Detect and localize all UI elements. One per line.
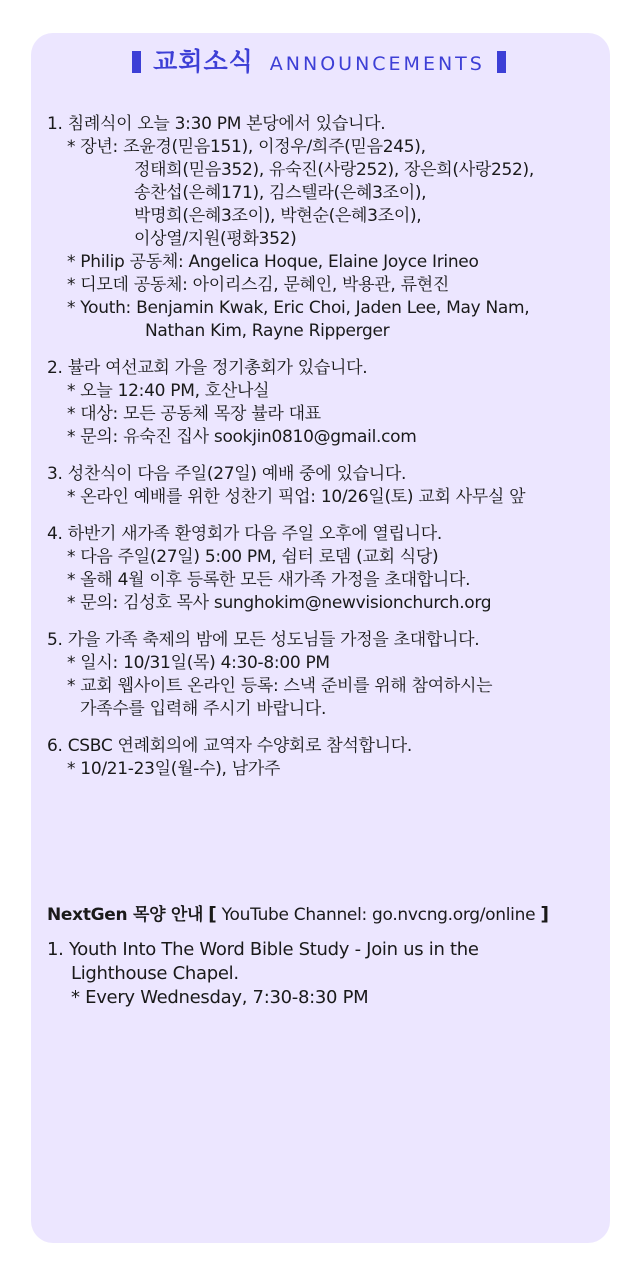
announcement-detail: 정태희(믿음352), 유숙진(사랑252), 장은희(사랑252), [134,160,534,180]
bracket-open: [ [208,903,217,925]
announcement-detail: 박명희(은혜3조이), 박현순(은혜3조이), [134,206,422,226]
announcement-detail: 송찬섭(은혜171), 김스텔라(은혜3조이), [134,183,427,203]
announcement-item-5 [47,629,607,721]
header-title-kr: 교회소식 [153,47,254,76]
announcement-heading: 3. 성찬식이 다음 주일(27일) 예배 중에 있습니다. [47,464,407,484]
announcement-detail: * 교회 웹사이트 온라인 등록: 스낵 준비를 위해 참여하시는 [67,676,493,696]
announcement-detail: 가족수를 입력해 주시기 바랍니다. [80,699,327,719]
header-title-en: ANNOUNCEMENTS [269,53,485,75]
youtube-channel-link[interactable]: YouTube Channel: go.nvcng.org/online [221,905,536,925]
announcement-heading: 4. 하반기 새가족 환영회가 다음 주일 오후에 열립니다. [47,524,443,544]
announcement-detail: 이상열/지원(평화352) [134,229,297,249]
announcement-detail: * 온라인 예배를 위한 성찬기 픽업: 10/26일(토) 교회 사무실 앞 [67,487,526,507]
header-bar-right [497,51,506,73]
nextgen-list [47,938,607,1010]
announcement-detail: * 오늘 12:40 PM, 호산나실 [67,381,270,401]
announcement-detail: * 올해 4월 이후 등록한 모든 새가족 가정을 초대합니다. [67,570,471,590]
announcement-heading: 2. 뷸라 여선교회 가을 정기총회가 있습니다. [47,358,368,378]
announcement-detail: * 문의: 유숙진 집사 sookjin0810@gmail.com [67,427,417,447]
announcement-list [47,113,607,795]
announcement-detail: * 10/21-23일(월-수), 남가주 [67,759,281,779]
announcement-detail: * Youth: Benjamin Kwak, Eric Choi, Jaden Lee, May Nam, [67,298,530,318]
announcement-item-3 [47,463,607,509]
announcement-detail: * 일시: 10/31일(목) 4:30-8:00 PM [67,653,330,673]
announcement-detail: * 다음 주일(27일) 5:00 PM, 쉼터 로뎀 (교회 식당) [67,547,439,567]
announcement-detail: * 디모데 공동체: 아이리스김, 문혜인, 박용관, 류현진 [67,275,450,295]
announcement-item-4 [47,523,607,615]
announcement-item-2 [47,357,607,449]
section-header [0,42,638,78]
announcement-detail: * Philip 공동체: Angelica Hoque, Elaine Joyce Irineo [67,252,479,272]
nextgen-title-text: NextGen 목양 안내 [47,905,204,925]
announcement-item-1 [47,113,607,343]
announcement-detail: * 장년: 조윤경(믿음151), 이정우/희주(믿음245), [67,137,426,157]
header-bar-left [132,51,141,73]
announcement-heading: 6. CSBC 연례회의에 교역자 수양회로 참석합니다. [47,736,413,756]
announcement-detail: Nathan Kim, Rayne Ripperger [145,321,390,341]
bracket-close: ] [540,903,549,925]
announcement-heading: 1. 침례식이 오늘 3:30 PM 본당에서 있습니다. [47,114,386,134]
nextgen-item-detail: Lighthouse Chapel. [71,963,239,984]
announcement-item-6 [47,735,607,781]
nextgen-title [47,900,549,925]
announcement-detail: * 문의: 김성호 목사 sunghokim@newvisionchurch.org [67,593,492,613]
nextgen-item-detail: * Every Wednesday, 7:30-8:30 PM [71,987,369,1008]
announcement-detail: * 대상: 모든 공동체 목장 뷸라 대표 [67,404,321,424]
announcement-heading: 5. 가을 가족 축제의 밤에 모든 성도님들 가정을 초대합니다. [47,630,480,650]
nextgen-item-heading: 1. Youth Into The Word Bible Study - Join us in the [47,939,479,960]
